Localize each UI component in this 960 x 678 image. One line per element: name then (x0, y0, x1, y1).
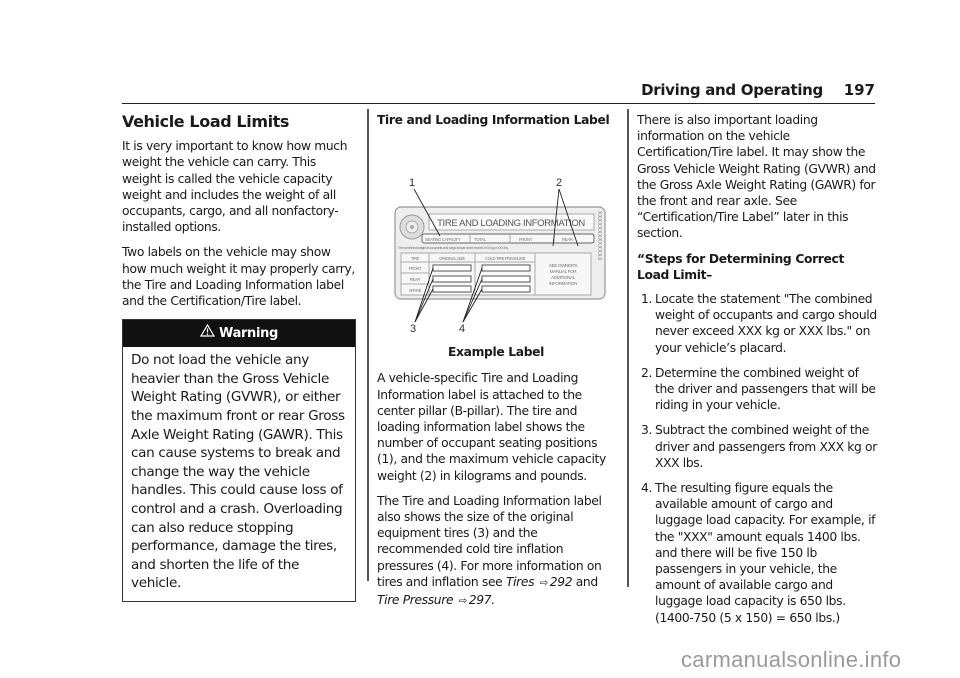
warning-title: Warning (219, 326, 278, 342)
svg-text:FRONT: FRONT (519, 237, 533, 243)
svg-text:SPARE: SPARE (408, 288, 422, 294)
tire-pressure-link[interactable]: Tire Pressure (377, 593, 454, 608)
page-ref-arrow-icon: ⇨ (458, 596, 467, 608)
svg-text:INFORMATION: INFORMATION (549, 281, 577, 287)
list-item: 4. The resulting figure equals the available amount of cargo and luggage load capacity. For example, if the "XXX" amount equals 1400 lbs. and there will be five 150 lb passengers in your vehicle, the amount of available cargo and luggage load capacity is 650 lbs. (1400-750 (5 x 150) = 650 lbs.) (641, 481, 876, 625)
page-ref-arrow-icon: ⇨ (539, 577, 548, 589)
svg-text:2: 2 (556, 177, 562, 190)
paragraph: Two labels on the vehicle may show how much weight it may properly carry, the Tire and Loading Information label and the Certification/Tire label. (122, 245, 355, 309)
tire-label-illustration (377, 136, 615, 336)
tires-link[interactable]: Tires (505, 574, 535, 589)
svg-text:TIRE AND LOADING INFORMATION: TIRE AND LOADING INFORMATION (437, 218, 585, 230)
svg-text:The combined weight of occupan: The combined weight of occupants and cargo should never exceed XXX kg or XXX lbs. (398, 246, 509, 251)
watermark: carmanualsonline.info (681, 647, 902, 672)
column-3 (637, 112, 877, 635)
svg-text:TOTAL: TOTAL (474, 237, 486, 243)
svg-text:ADDITIONAL: ADDITIONAL (550, 275, 576, 281)
paragraph: There is also important loading information on the vehicle Certification/Tire label. It may show the Gross Vehicle Weight Rating (GVWR) and the Gross Axle Weight Rating (GAWR) for the front and rear axle. See “Certification/Tire Label” later in this section. (637, 113, 876, 241)
warning-box (122, 319, 356, 602)
svg-text:XXXXXXXXXXXXX: XXXXXXXXXXXXX (596, 211, 602, 262)
svg-text:REAR: REAR (562, 237, 573, 243)
steps-heading: “Steps for Determining Correct Load Limit– (637, 251, 844, 282)
svg-text:3: 3 (410, 323, 416, 336)
steps-list (637, 291, 877, 626)
tire-loading-label-figure (377, 136, 615, 336)
warning-triangle-icon (200, 320, 215, 347)
column-1 (122, 114, 357, 602)
svg-text:TIRE: TIRE (410, 256, 420, 262)
paragraph: It is very important to know how much weight the vehicle can carry. This weight is called the vehicle capacity weight and includes the weight of all occupants, cargo, and all nonfactory-installed options. (122, 139, 348, 235)
svg-text:SEATING CAPACITY: SEATING CAPACITY (425, 237, 461, 243)
svg-text:FRONT: FRONT (408, 266, 422, 272)
column-2 (377, 112, 615, 619)
column-divider (367, 109, 369, 581)
page-number: 197 (843, 81, 875, 99)
tire-pressure-page-ref[interactable]: 297 (468, 593, 492, 608)
figure-caption: Example Label (447, 345, 545, 360)
subheading: Tire and Loading Information Label (377, 113, 610, 127)
svg-text:SEE OWNER'S: SEE OWNER'S (548, 263, 578, 269)
page-header (122, 72, 875, 104)
svg-text:4: 4 (459, 323, 465, 336)
section-heading: Vehicle Load Limits (122, 112, 290, 131)
svg-text:ORIGINAL SIZE: ORIGINAL SIZE (439, 256, 465, 262)
list-item: 2. Determine the combined weight of the driver and passengers that will be riding in your vehicle. (641, 365, 876, 413)
paragraph: A vehicle-specific Tire and Loading Information label is attached to the center pillar (B-pillar). The tire and loading information label shows the number of occupant seating positions (1), and the maximum vehicle capacity weight (2) in kilograms and pounds. (377, 371, 606, 483)
section-title: Driving and Operating (641, 81, 823, 99)
svg-text:COLD TIRE PRESSURE: COLD TIRE PRESSURE (484, 256, 526, 262)
svg-text:REAR: REAR (409, 277, 421, 283)
paragraph: The Tire and Loading Information label also shows the size of the original equipment tires (3) and the recommended cold tire inflation pressures (4). For more information on tires and inflation see Tires ⇨ 292 and Tire Pressure ⇨ 297. (377, 493, 602, 608)
list-item: 3. Subtract the combined weight of the driver and passengers from XXX kg or XXX lbs. (641, 423, 877, 470)
tires-page-ref[interactable]: 292 (549, 574, 573, 589)
list-item: 1. Locate the statement "The combined weight of occupants and cargo should never exceed XXX kg or XXX lbs." on your vehicle’s placard. (641, 292, 877, 355)
warning-text: Do not load the vehicle any heavier than the Gross Vehicle Weight Rating (GVWR), or either the maximum front or rear Gross Axle Weight Rating (GAWR). This can cause systems to break and change the way the vehicle handles. This could cause loss of control and a crash. Overloading can also reduce stopping performance, damage the tires, and shorten the life of the vehicle. (131, 352, 345, 592)
svg-text:1: 1 (409, 177, 415, 190)
column-divider (627, 109, 629, 587)
warning-header (123, 320, 355, 347)
svg-text:MANUAL FOR: MANUAL FOR (549, 269, 577, 275)
